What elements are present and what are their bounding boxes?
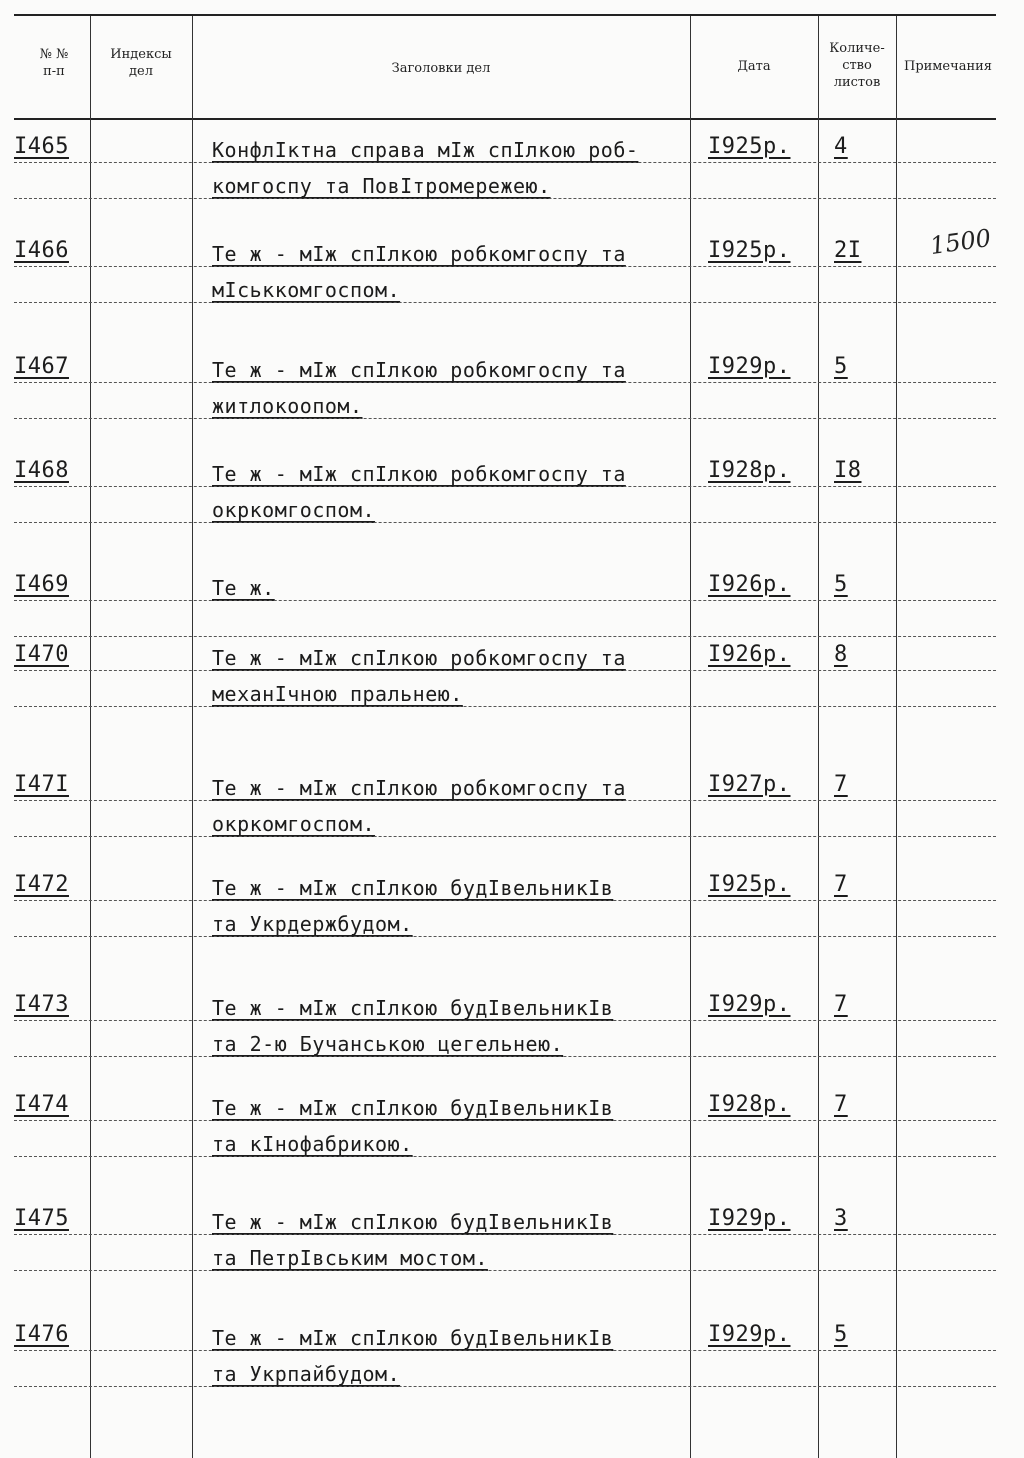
row-date: I928р. — [708, 1092, 791, 1117]
row-count: 7 — [834, 992, 848, 1017]
row-title-line1: Те ж - мIж спIлкою робкомгоспу та — [212, 462, 626, 486]
row-date: I929р. — [708, 1206, 791, 1231]
row-title-line1: Те ж. — [212, 576, 275, 600]
row-title-line1: Те ж - мIж спIлкою робкомгоспу та — [212, 776, 626, 800]
row-count: I8 — [834, 458, 862, 483]
row-guide-line — [14, 1120, 996, 1121]
row-title-line1: КонфлIктна справа мIж спIлкою роб- — [212, 138, 639, 162]
row-guide-line — [14, 1056, 996, 1057]
row-number: I474 — [14, 1092, 69, 1117]
table-top-border — [14, 14, 996, 16]
divider-index-title — [192, 16, 193, 1458]
row-guide-line — [14, 486, 996, 487]
row-title-line1: Те ж - мIж спIлкою робкомгоспу та — [212, 646, 626, 670]
row-title-line1: Те ж - мIж спIлкою будIвельникIв — [212, 1096, 614, 1120]
row-title-line1: Те ж - мIж спIлкою будIвельникIв — [212, 1210, 614, 1234]
row-title-line2: та кIнофабрикою. — [212, 1132, 413, 1156]
row-date: I925р. — [708, 238, 791, 263]
row-guide-line — [14, 636, 996, 637]
row-date: I925р. — [708, 872, 791, 897]
row-title-line1: Те ж - мIж спIлкою робкомгоспу та — [212, 358, 626, 382]
row-date: I926р. — [708, 572, 791, 597]
row-count: 7 — [834, 1092, 848, 1117]
row-date: I928р. — [708, 458, 791, 483]
row-date: I929р. — [708, 1322, 791, 1347]
handwritten-note: 1500 — [928, 223, 993, 261]
row-title-line2: комгоспу та ПовIтромережею. — [212, 174, 551, 198]
header-title: Заголовки дел — [391, 61, 491, 76]
row-guide-line — [14, 266, 996, 267]
row-guide-line — [14, 670, 996, 671]
header-number: № № п-п — [39, 47, 69, 79]
divider-count-notes — [896, 16, 897, 1458]
row-guide-line — [14, 1020, 996, 1021]
row-date: I925р. — [708, 134, 791, 159]
row-date: I929р. — [708, 354, 791, 379]
row-guide-line — [14, 900, 996, 901]
row-guide-line — [14, 1156, 996, 1157]
row-number: I472 — [14, 872, 69, 897]
row-number: I473 — [14, 992, 69, 1017]
row-number: I475 — [14, 1206, 69, 1231]
header-notes: Примечания — [903, 59, 992, 74]
header-count: Количе- ство листов — [829, 41, 885, 90]
row-number: I467 — [14, 354, 69, 379]
row-guide-line — [14, 1350, 996, 1351]
row-date: I926р. — [708, 642, 791, 667]
row-guide-line — [14, 382, 996, 383]
row-guide-line — [14, 936, 996, 937]
row-title-line1: Те ж - мIж спIлкою будIвельникIв — [212, 876, 614, 900]
row-title-line1: Те ж - мIж спIлкою робкомгоспу та — [212, 242, 626, 266]
header-bottom-border — [14, 118, 996, 120]
row-count: 7 — [834, 872, 848, 897]
row-guide-line — [14, 600, 996, 601]
row-guide-line — [14, 1386, 996, 1387]
row-date: I927р. — [708, 772, 791, 797]
row-number: I476 — [14, 1322, 69, 1347]
row-number: I466 — [14, 238, 69, 263]
row-title-line2: та 2-ю Бучанською цегельнею. — [212, 1032, 564, 1056]
row-guide-line — [14, 302, 996, 303]
row-number: I470 — [14, 642, 69, 667]
row-guide-line — [14, 1234, 996, 1235]
row-guide-line — [14, 706, 996, 707]
header-date: Дата — [737, 59, 771, 74]
divider-date-count — [818, 16, 819, 1458]
row-guide-line — [14, 522, 996, 523]
row-guide-line — [14, 800, 996, 801]
row-title-line2: окркомгоспом. — [212, 812, 376, 836]
row-guide-line — [14, 836, 996, 837]
divider-number-index — [90, 16, 91, 1458]
row-title-line2: житлокоопом. — [212, 394, 363, 418]
row-count: 5 — [834, 1322, 848, 1347]
row-title-line1: Те ж - мIж спIлкою будIвельникIв — [212, 1326, 614, 1350]
row-guide-line — [14, 1270, 996, 1271]
row-count: 4 — [834, 134, 848, 159]
header-index: Индексы дел — [110, 47, 172, 79]
row-date: I929р. — [708, 992, 791, 1017]
row-number: I47I — [14, 772, 69, 797]
row-count: 5 — [834, 572, 848, 597]
row-count: 8 — [834, 642, 848, 667]
row-title-line2: та ПетрIвським мостом. — [212, 1246, 488, 1270]
row-title-line2: окркомгоспом. — [212, 498, 376, 522]
row-guide-line — [14, 418, 996, 419]
row-number: I468 — [14, 458, 69, 483]
row-number: I465 — [14, 134, 69, 159]
row-title-line2: механIчною пральнею. — [212, 682, 463, 706]
row-title-line2: та Укрдержбудом. — [212, 912, 413, 936]
row-title-line1: Те ж - мIж спIлкою будIвельникIв — [212, 996, 614, 1020]
row-guide-line — [14, 198, 996, 199]
row-guide-line — [14, 162, 996, 163]
row-title-line2: та Укрпайбудом. — [212, 1362, 401, 1386]
row-count: 7 — [834, 772, 848, 797]
row-count: 3 — [834, 1206, 848, 1231]
row-count: 5 — [834, 354, 848, 379]
row-count: 2I — [834, 238, 862, 263]
row-title-line2: мIськкомгоспом. — [212, 278, 401, 302]
row-number: I469 — [14, 572, 69, 597]
